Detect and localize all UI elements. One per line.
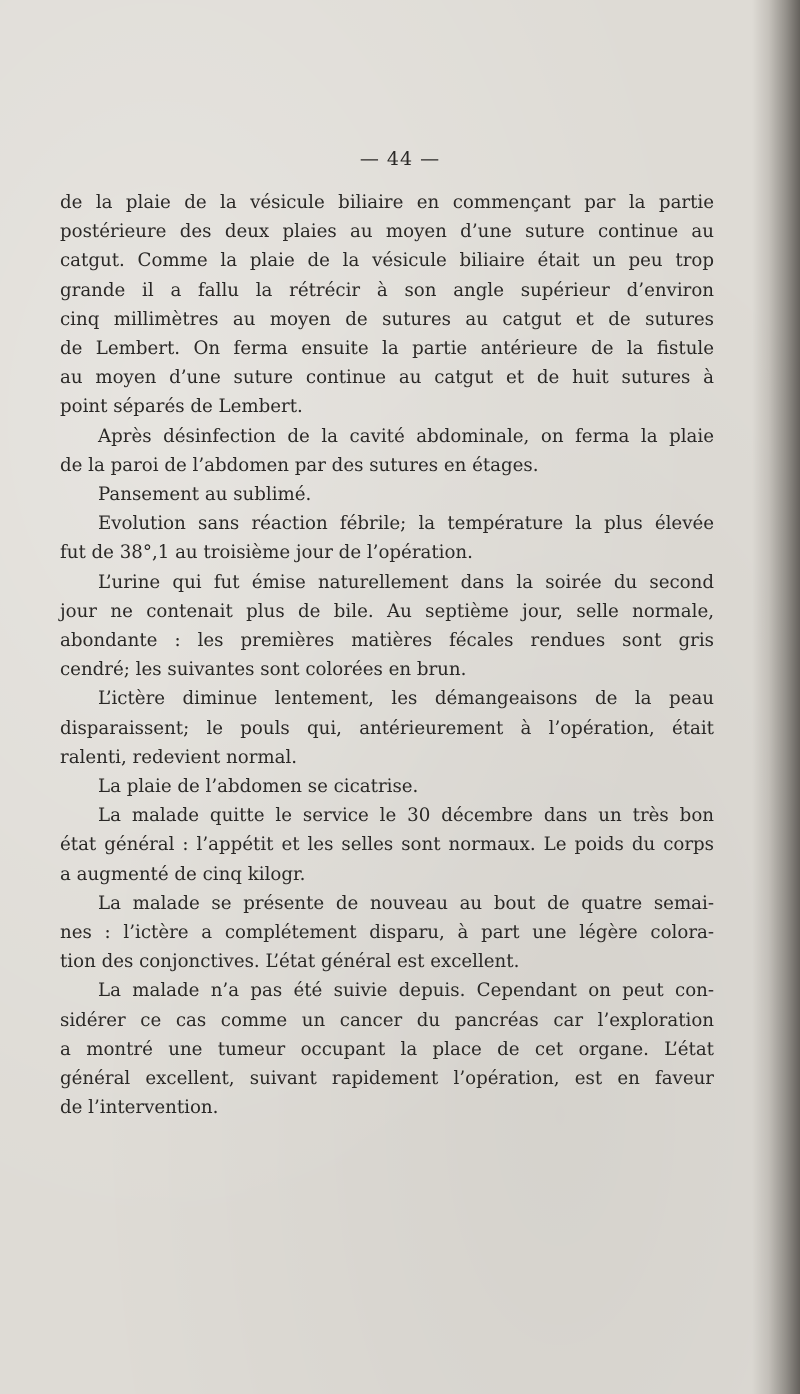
text-line: a montré une tumeur occupant la place de cet organe. L’état [60, 1038, 714, 1060]
text-line: a augmenté de cinq kilogr. [60, 863, 306, 885]
text-line: cendré; les suivantes sont colorées en brun. [60, 659, 467, 681]
text-line: ralenti, redevient normal. [60, 746, 298, 768]
text-line: de l’intervention. [60, 1097, 219, 1119]
paragraph [60, 772, 714, 801]
text-line: postérieure des deux plaies au moyen d’une suture continue au [60, 221, 714, 243]
text-line: grande il a fallu la rétrécir à son angle supérieur d’environ [60, 279, 714, 301]
paragraph [60, 188, 714, 422]
paragraph [60, 889, 714, 977]
text-line: Après désinfection de la cavité abdominale, on ferma la plaie [98, 425, 714, 447]
text-line: disparaissent; le pouls qui, antérieurement à l’opération, était [60, 717, 714, 739]
text-line: Pansement au sublimé. [98, 484, 312, 506]
text-line: nes : l’ictère a complétement disparu, à part une légère colora- [60, 922, 714, 944]
text-line: La malade se présente de nouveau au bout de quatre semai- [98, 892, 714, 914]
page-edge-shadow [752, 0, 800, 1394]
text-line: Evolution sans réaction fébrile; la température la plus élevée [98, 513, 714, 535]
text-line: cinq millimètres au moyen de sutures au catgut et de sutures [60, 308, 714, 330]
text-line: sidérer ce cas comme un cancer du pancréas car l’exploration [60, 1009, 714, 1031]
text-line: de la plaie de la vésicule biliaire en commençant par la partie [60, 192, 714, 213]
paragraph [60, 480, 714, 509]
text-line: La plaie de l’abdomen se cicatrise. [98, 776, 419, 798]
text-line: point séparés de Lembert. [60, 396, 303, 418]
text-line: La malade quitte le service le 30 décembre dans un très bon [98, 805, 714, 827]
paragraph [60, 568, 714, 685]
text-line: général excellent, suivant rapidement l’opération, est en faveur [60, 1068, 714, 1090]
paragraph [60, 684, 714, 772]
text-line: L’urine qui fut émise naturellement dans la soirée du second [98, 571, 714, 593]
paragraph [60, 509, 714, 567]
paragraph [60, 422, 714, 480]
text-line: catgut. Comme la plaie de la vésicule biliaire était un peu trop [60, 250, 714, 272]
text-line: de Lembert. On ferma ensuite la partie antérieure de la fistule [60, 338, 714, 360]
page-number: — 44 — [359, 148, 441, 170]
text-line: L’ictère diminue lentement, les démangeaisons de la peau [98, 688, 714, 710]
paragraph [60, 976, 714, 1122]
text-line: fut de 38°,1 au troisième jour de l’opération. [60, 542, 473, 564]
text-line: au moyen d’une suture continue au catgut et de huit sutures à [60, 367, 714, 389]
text-line: La malade n’a pas été suivie depuis. Cependant on peut con- [98, 980, 714, 1002]
paragraph [60, 801, 714, 889]
text-line: état général : l’appétit et les selles sont normaux. Le poids du corps [60, 834, 714, 856]
text-line: de la paroi de l’abdomen par des sutures en étages. [60, 454, 539, 476]
text-line: tion des conjonctives. L’état général est excellent. [60, 951, 520, 973]
text-line: jour ne contenait plus de bile. Au septième jour, selle normale, [60, 600, 714, 622]
body-text [60, 188, 714, 1123]
text-line: abondante : les premières matières fécales rendues sont gris [60, 630, 714, 652]
